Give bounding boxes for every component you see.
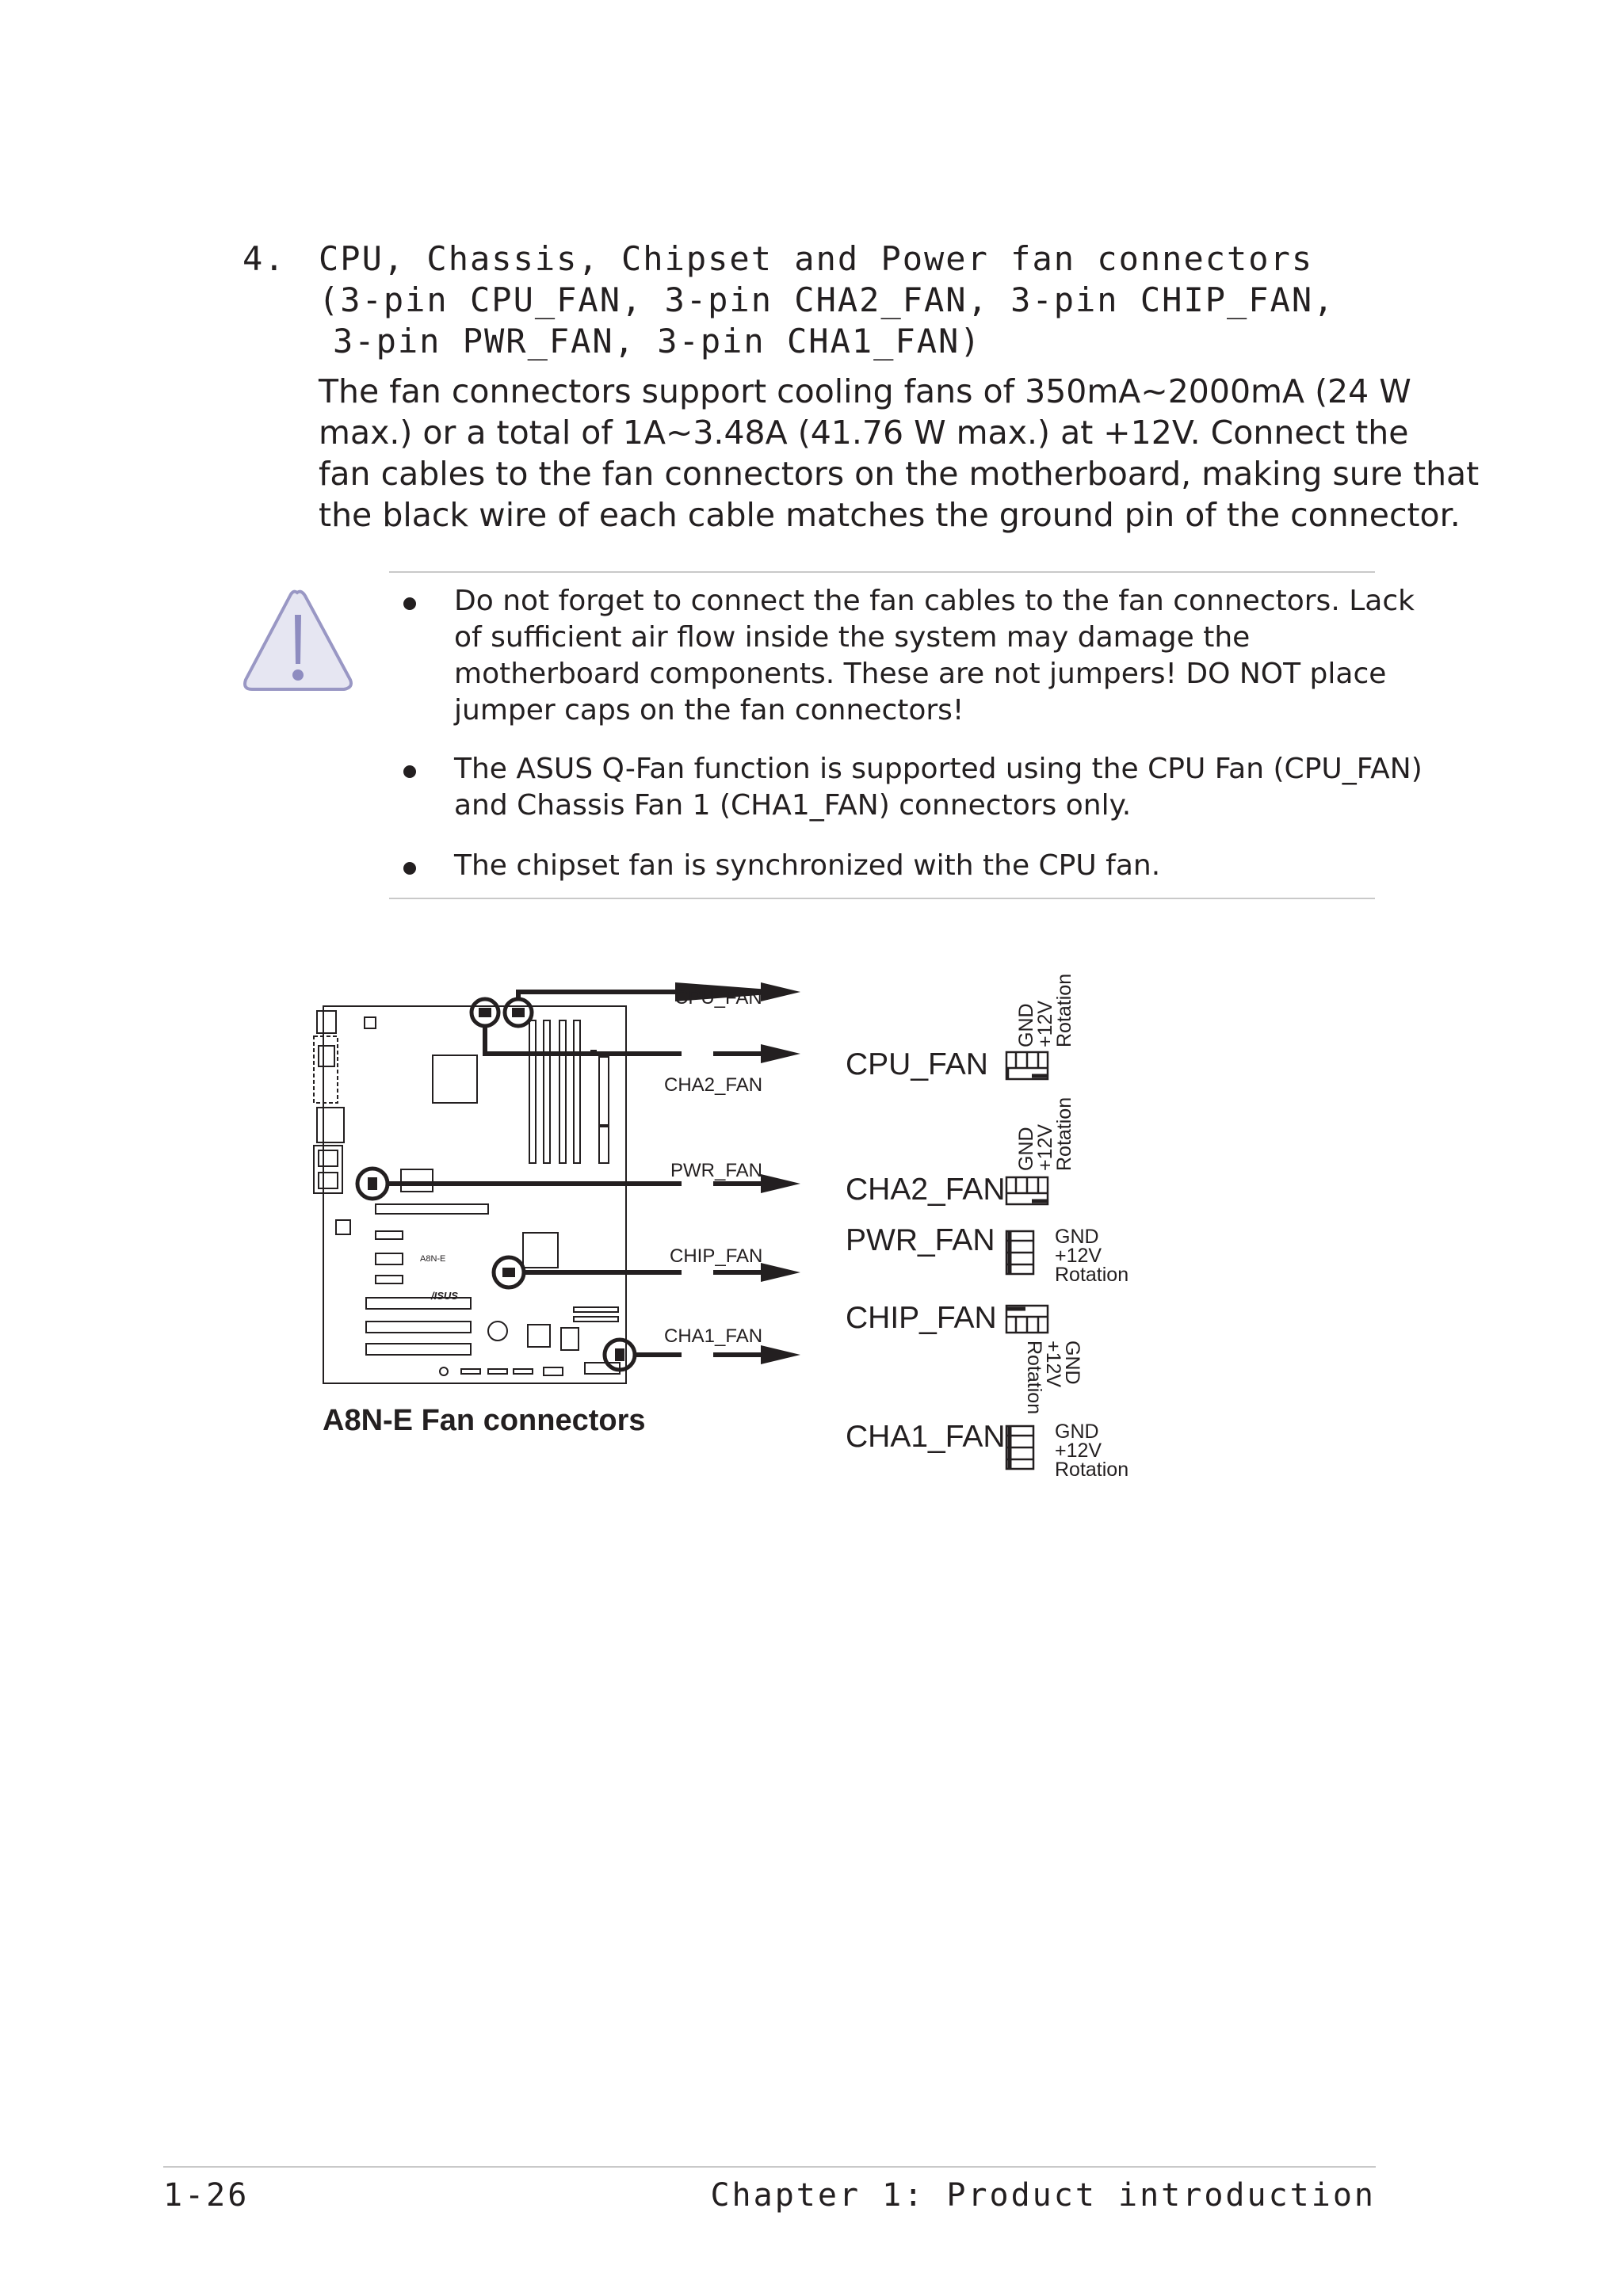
note-line: The ASUS Q-Fan function is supported using the CPU Fan (CPU_FAN) — [454, 753, 1423, 785]
pin-label: GND — [1055, 1226, 1099, 1248]
arrow-label-chip-fan: CHIP_FAN — [670, 1245, 763, 1267]
note-line: motherboard components. These are not jumpers! DO NOT place — [454, 658, 1387, 690]
pin-label: GND — [1061, 1341, 1083, 1385]
arrow-label-cha2-fan: CHA2_FAN — [664, 1074, 763, 1096]
figure-caption: A8N-E Fan connectors — [323, 1404, 646, 1437]
section-title-line-1: CPU, Chassis, Chipset and Power fan connectors — [319, 239, 1314, 278]
section-title-line-2: (3-pin CPU_FAN, 3-pin CHA2_FAN, 3-pin CHIP_FAN, — [319, 280, 1335, 319]
section-number: 4. — [242, 239, 286, 278]
pin-label: +12V — [1034, 1000, 1056, 1047]
connector-label-chip-fan: CHIP_FAN — [846, 1301, 997, 1335]
connector-label-cpu-fan: CPU_FAN — [846, 1047, 988, 1081]
pin-label: +12V — [1055, 1245, 1102, 1267]
pin-label: Rotation — [1023, 1341, 1045, 1415]
bullet — [403, 765, 416, 778]
section-title-line-3: 3-pin PWR_FAN, 3-pin CHA1_FAN) — [333, 322, 982, 360]
pin-label: Rotation — [1055, 1459, 1129, 1481]
pin-label: +12V — [1034, 1123, 1056, 1171]
body-line: max.) or a total of 1A~3.48A (41.76 W max.) at +12V. Connect the — [319, 414, 1409, 452]
note-line: of sufficient air flow inside the system may damage the — [454, 621, 1251, 654]
body-line: fan cables to the fan connectors on the motherboard, making sure that — [319, 455, 1480, 493]
bullet — [403, 597, 416, 610]
arrow-label-cha1-fan: CHA1_FAN — [664, 1325, 763, 1347]
pin-label: GND — [1015, 1003, 1037, 1047]
note-line: jumper caps on the fan connectors! — [454, 694, 964, 727]
body-line: the black wire of each cable matches the ground pin of the connector. — [319, 496, 1461, 534]
board-brand-logo: /ISUS — [431, 1290, 458, 1302]
page-number: 1-26 — [163, 2177, 250, 2214]
pin-label: Rotation — [1055, 1264, 1129, 1286]
note-line: and Chassis Fan 1 (CHA1_FAN) connectors only. — [454, 789, 1132, 822]
pin-label: GND — [1055, 1421, 1099, 1443]
warning-triangle-icon — [238, 586, 357, 697]
board-model-label: A8N-E — [420, 1254, 446, 1264]
arrow-label-cpu-fan: CPU_FAN — [674, 987, 762, 1009]
note-line: Do not forget to connect the fan cables to the fan connectors. Lack — [454, 585, 1415, 617]
note-line: The chipset fan is synchronized with the CPU fan. — [454, 849, 1161, 882]
connector-label-cha2-fan: CHA2_FAN — [846, 1173, 1006, 1207]
bullet — [403, 862, 416, 875]
connector-label-cha1-fan: CHA1_FAN — [846, 1420, 1006, 1454]
body-line: The fan connectors support cooling fans of 350mA~2000mA (24 W — [319, 372, 1411, 410]
note-top-rule — [389, 571, 1375, 573]
chapter-title: Chapter 1: Product introduction — [710, 2177, 1376, 2214]
pin-label: +12V — [1055, 1440, 1102, 1462]
arrow-label-pwr-fan: PWR_FAN — [670, 1160, 763, 1181]
footer-rule — [163, 2166, 1376, 2168]
connector-symbols — [1002, 1044, 1065, 1488]
pin-label: GND — [1015, 1127, 1037, 1171]
pin-label: +12V — [1042, 1341, 1064, 1388]
pin-label: Rotation — [1053, 1097, 1075, 1171]
pin-label: Rotation — [1053, 973, 1075, 1047]
note-bottom-rule — [389, 898, 1375, 899]
connector-label-pwr-fan: PWR_FAN — [846, 1223, 995, 1257]
